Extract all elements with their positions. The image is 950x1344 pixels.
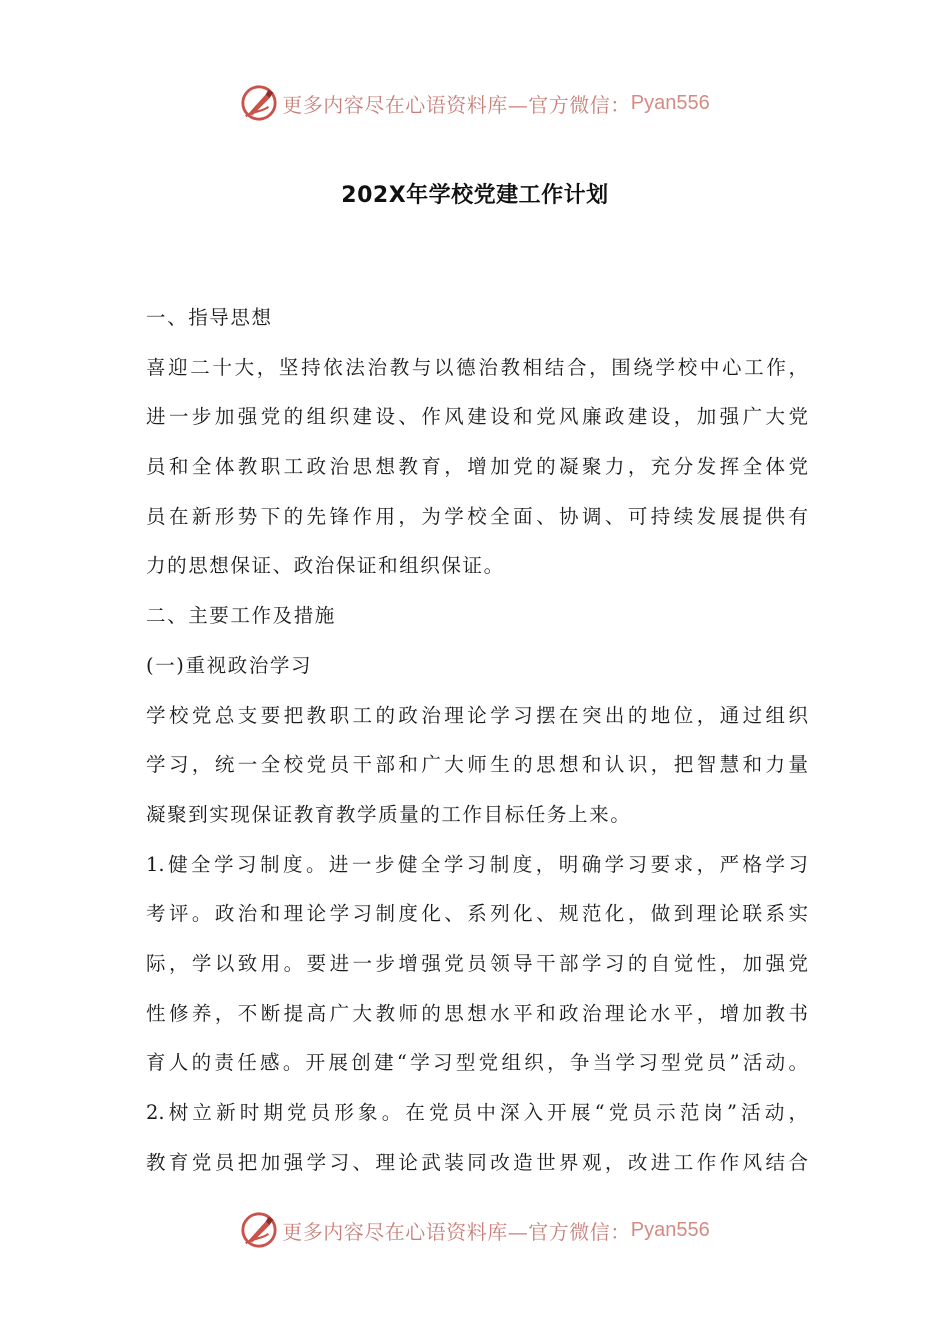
paragraph-line: 进一步加强党的组织建设、作风建设和党风廉政建设，加强广大党 <box>146 405 808 429</box>
paragraph-line: 育人的责任感。开展创建“学习型党组织，争当学习型党员”活动。 <box>146 1051 808 1075</box>
paragraph-line: 学校党总支要把教职工的政治理论学习摆在突出的地位，通过组织 <box>146 703 808 727</box>
paragraph-line: 员和全体教职工政治思想教育，增加党的凝聚力，充分发挥全体党 <box>146 455 808 479</box>
pen-logo-icon <box>240 1211 278 1249</box>
document-body <box>146 300 808 1194</box>
banner-wechat-id: Pyan556 <box>630 1218 710 1241</box>
header-watermark <box>0 81 950 125</box>
banner-text: 更多内容尽在心语资料库—官方微信： <box>282 1219 631 1244</box>
banner-wechat-id: Pyan556 <box>630 91 710 114</box>
paragraph-line: 考评。政治和理论学习制度化、系列化、规范化，做到理论联系实 <box>146 902 808 926</box>
paragraph-line: 力的思想保证、政治保证和组织保证。 <box>146 554 505 578</box>
paragraph-line: 际，学以致用。要进一步增强党员领导干部学习的自觉性，加强党 <box>146 951 808 975</box>
paragraph-line: 喜迎二十大，坚持依法治教与以德治教相结合，围绕学校中心工作， <box>146 355 808 379</box>
subsection-heading: (一)重视政治学习 <box>146 653 313 677</box>
paragraph-line: 教育党员把加强学习、理论武装同改造世界观，改进工作作风结合 <box>146 1150 808 1174</box>
paragraph-line: 1.健全学习制度。进一步健全学习制度，明确学习要求，严格学习 <box>146 852 808 876</box>
pen-logo-icon <box>240 84 278 122</box>
paragraph-line: 员在新形势下的先锋作用，为学校全面、协调、可持续发展提供有 <box>146 504 808 528</box>
paragraph-line: 学习，统一全校党员干部和广大师生的思想和认识，把智慧和力量 <box>146 753 808 777</box>
document-title: 202X年学校党建工作计划 <box>341 183 609 208</box>
paragraph-line: 性修养，不断提高广大教师的思想水平和政治理论水平，增加教书 <box>146 1001 808 1025</box>
paragraph-line: 凝聚到实现保证教育教学质量的工作目标任务上来。 <box>146 802 632 826</box>
section-heading-1: 一、指导思想 <box>146 306 273 329</box>
section-heading-2: 二、主要工作及措施 <box>146 604 336 628</box>
paragraph-line: 2.树立新时期党员形象。在党员中深入开展“党员示范岗”活动， <box>146 1101 808 1124</box>
footer-watermark <box>0 1208 950 1252</box>
banner-text: 更多内容尽在心语资料库—官方微信： <box>282 92 631 117</box>
